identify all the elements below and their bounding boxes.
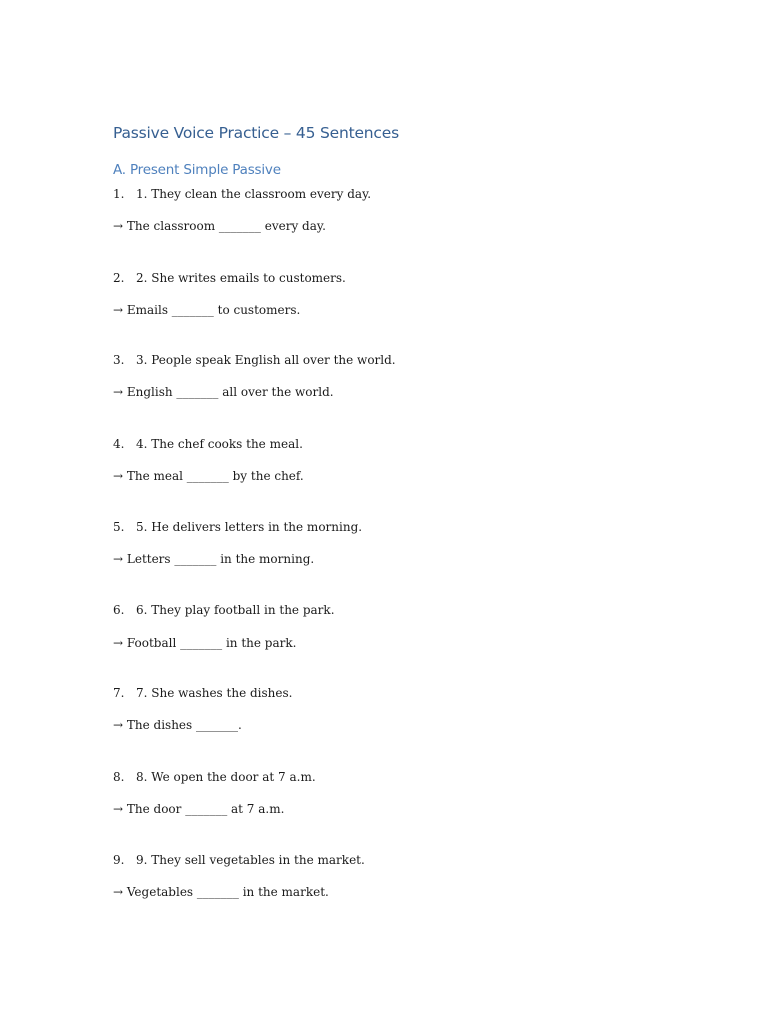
item-number: 9. [113, 853, 125, 867]
item-answer: → The meal _______ by the chef. [113, 469, 304, 483]
item-number: 2. [113, 271, 125, 285]
item-number: 5. [113, 520, 125, 534]
item-number: 7. [113, 686, 125, 700]
item-sentence: 3. People speak English all over the world. [136, 353, 396, 367]
item-sentence: 2. She writes emails to customers. [136, 271, 346, 285]
item-number: 8. [113, 770, 125, 784]
item-sentence: 1. They clean the classroom every day. [136, 187, 372, 201]
item-sentence: 7. She washes the dishes. [136, 686, 293, 700]
item-number: 3. [113, 353, 125, 367]
item-number: 4. [113, 437, 125, 451]
item-sentence: 4. The chef cooks the meal. [136, 437, 303, 451]
item-sentence: 6. They play football in the park. [136, 603, 335, 617]
document-title: Passive Voice Practice – 45 Sentences [113, 124, 399, 142]
item-sentence: 9. They sell vegetables in the market. [136, 853, 365, 867]
item-number: 1. [113, 187, 125, 201]
item-answer: → Letters _______ in the morning. [113, 552, 315, 566]
item-answer: → English _______ all over the world. [113, 385, 334, 399]
section-heading: A. Present Simple Passive [113, 162, 281, 178]
item-answer: → Vegetables _______ in the market. [113, 885, 329, 899]
item-answer: → The classroom _______ every day. [113, 219, 326, 233]
item-sentence: 5. He delivers letters in the morning. [136, 520, 363, 534]
item-answer: → Football _______ in the park. [113, 636, 297, 650]
item-answer: → The dishes _______. [113, 718, 242, 732]
item-answer: → Emails _______ to customers. [113, 303, 301, 317]
item-answer: → The door _______ at 7 a.m. [113, 802, 285, 816]
item-number: 6. [113, 603, 125, 617]
item-sentence: 8. We open the door at 7 a.m. [136, 770, 316, 784]
